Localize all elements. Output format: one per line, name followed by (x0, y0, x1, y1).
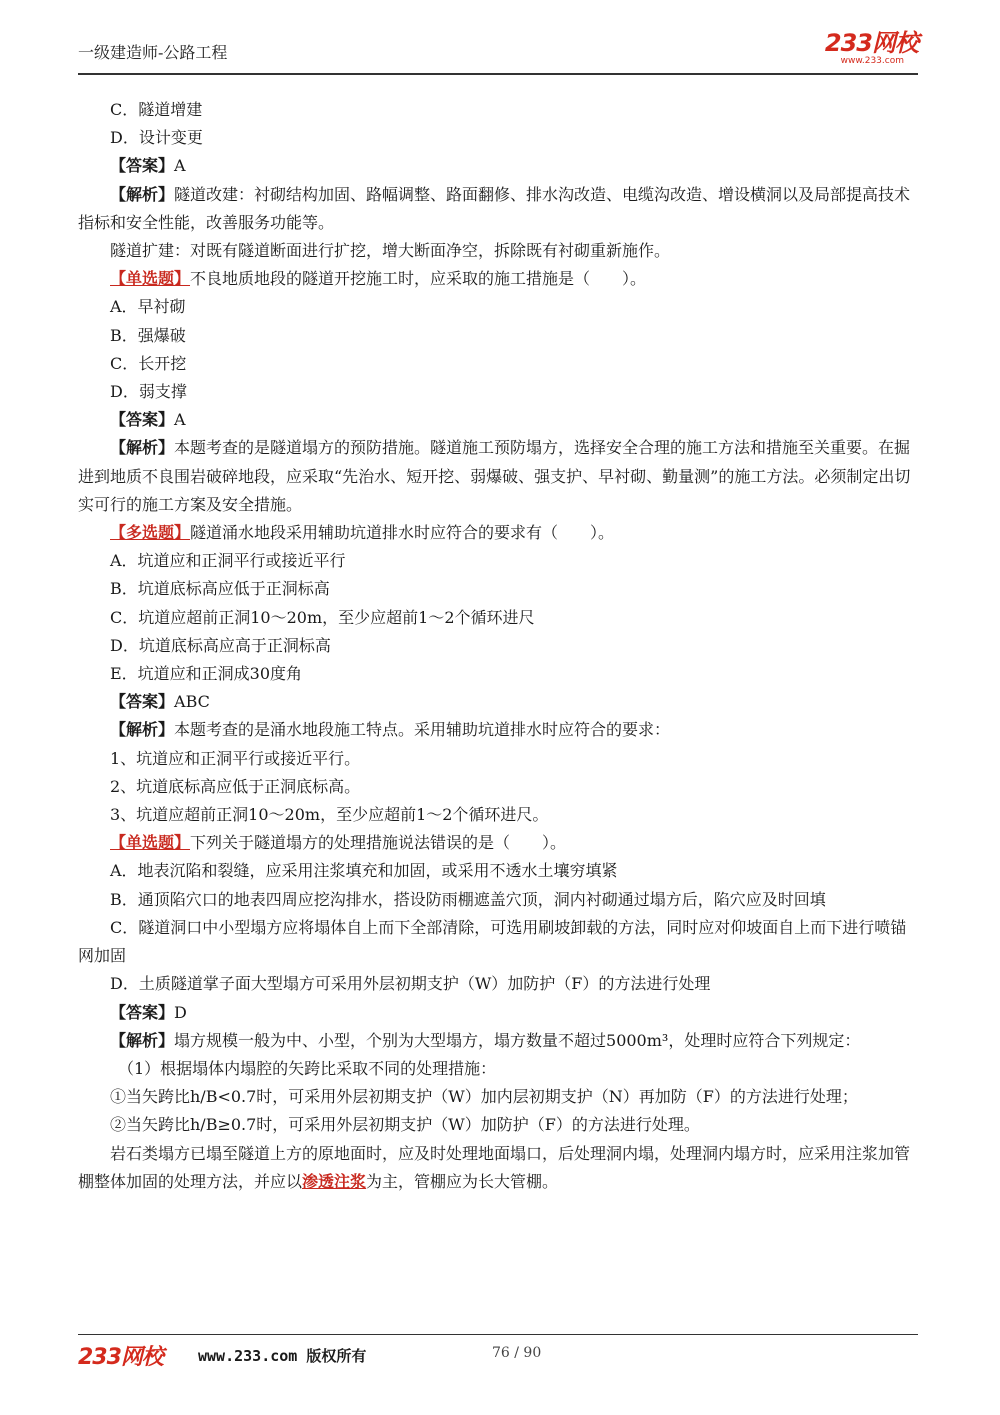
page-number: 76 / 90 (492, 1345, 542, 1361)
highlight-term: 渗透注浆 (302, 1171, 367, 1191)
question-type-tag: 【单选题】 (110, 833, 191, 853)
option-paragraph: C．隧道洞口中小型塌方应将塌体自上而下全部清除，可选用刷坡卸载的方法，同时应对仰坡面自上而下进行喷锚网加固 (78, 917, 907, 966)
header-divider (78, 73, 918, 75)
analysis-tag: 【解析】 (110, 720, 175, 740)
option-line: B．强爆破 (110, 325, 186, 345)
option-line: D．设计变更 (110, 128, 203, 148)
option-paragraph: B．通顶陷穴口的地表四周应挖沟排水，搭设防雨棚遮盖穴顶，洞内衬砌通过塌方后，陷穴应及时回填 (110, 889, 826, 909)
option-line: A．早衬砌 (110, 297, 186, 317)
analysis-tag: 【解析】 (110, 1030, 175, 1050)
text-line: 隧道扩建：对既有隧道断面进行扩挖，增大断面净空，拆除既有衬砌重新施作。 (110, 241, 671, 261)
question-line: 【单选题】下列关于隧道塌方的处理措施说法错误的是（ ）。 (110, 833, 567, 853)
answer-line: 【答案】A (110, 156, 186, 176)
option-line: A．坑道应和正洞平行或接近平行 (110, 551, 346, 571)
option-line: E．坑道应和正洞成30度角 (110, 664, 303, 684)
page-footer (78, 1340, 918, 1370)
question-line: 【单选题】不良地质地段的隧道开挖施工时，应采取的施工措施是（ ）。 (110, 269, 647, 289)
text-paragraph: ①当矢跨比h/B<0.7时，可采用外层初期支护（W）加内层初期支护（N）再加防（F）的方法进行处理； (110, 1087, 858, 1107)
footer-copyright: www.233.com 版权所有 (198, 1347, 367, 1365)
logo-text: 233网校 (824, 29, 918, 57)
option-line: D．土质隧道掌子面大型塌方可采用外层初期支护（W）加防护（F）的方法进行处理 (110, 974, 711, 994)
option-line: A．地表沉陷和裂缝，应采用注浆填充和加固，或采用不透水土壤穷填紧 (110, 861, 618, 881)
question-type-tag: 【单选题】 (110, 269, 191, 289)
brand-logo (825, 30, 918, 66)
footer-divider (78, 1334, 918, 1335)
answer-line: 【答案】ABC (110, 692, 210, 712)
answer-line: 【答案】A (110, 410, 186, 430)
question-line: 【多选题】隧道涌水地段采用辅助坑道排水时应符合的要求有（ ）。 (110, 523, 615, 543)
text-line: （1）根据塌体内塌腔的矢跨比采取不同的处理措施： (118, 1058, 497, 1078)
analysis-tag: 【解析】 (110, 184, 175, 204)
analysis-paragraph: 【解析】隧道改建：衬砌结构加固、路幅调整、路面翻修、排水沟改造、电缆沟改造、增设横洞以及局部提高技术指标和安全性能，改善服务功能等。 (78, 184, 911, 232)
logo-url: www.233.com (840, 56, 904, 66)
answer-tag: 【答案】 (110, 692, 175, 712)
answer-tag: 【答案】 (110, 1002, 175, 1022)
footer-logo: 233网校 (78, 1345, 163, 1370)
answer-tag: 【答案】 (110, 156, 175, 176)
option-line: C．坑道应超前正洞10～20m，至少应超前1～2个循环进尺 (110, 607, 535, 627)
option-line: D．坑道底标高应高于正洞标高 (110, 635, 331, 655)
answer-line: 【答案】D (110, 1002, 187, 1022)
option-line: B．坑道底标高应低于正洞标高 (110, 579, 330, 599)
analysis-paragraph: 【解析】塌方规模一般为中、小型，个别为大型塌方，塌方数量不超过5000m³，处理时应符合下列规定： (110, 1030, 861, 1050)
list-item: 3、坑道应超前正洞10～20m，至少应超前1～2个循环进尺。 (110, 805, 549, 825)
list-item: 1、坑道应和正洞平行或接近平行。 (110, 748, 361, 768)
option-line: C．隧道增建 (110, 100, 203, 119)
option-line: D．弱支撑 (110, 382, 187, 402)
question-type-tag: 【多选题】 (110, 523, 191, 543)
analysis-paragraph: 【解析】本题考查的是隧道塌方的预防措施。隧道施工预防塌方，选择安全合理的施工方法和措施至关重要。在掘进到地质不良围岩破碎地段，应采取“先治水、短开挖、弱爆破、强支护、早衬砌、勤量测”的施工方法。必须制定出切实可行的施工方案及安全措施。 (78, 438, 911, 514)
document-body (78, 96, 918, 1196)
option-line: C．长开挖 (110, 353, 187, 373)
analysis-line: 【解析】本题考查的是涌水地段施工特点。采用辅助坑道排水时应符合的要求： (110, 720, 671, 740)
header-title: 一级建造师-公路工程 (78, 43, 228, 62)
answer-tag: 【答案】 (110, 410, 175, 430)
page-header (78, 30, 918, 74)
text-paragraph: 岩石类塌方已塌至隧道上方的原地面时，应及时处理地面塌口，后处理洞内塌，处理洞内塌方时，应采用注浆加管棚整体加固的处理方法，并应以渗透注浆为主，管棚应为长大管棚。 (78, 1143, 911, 1191)
text-line: ②当矢跨比h/B≥0.7时，可采用外层初期支护（W）加防护（F）的方法进行处理。 (110, 1115, 700, 1135)
list-item: 2、坑道底标高应低于正洞底标高。 (110, 776, 361, 796)
analysis-tag: 【解析】 (110, 438, 175, 458)
